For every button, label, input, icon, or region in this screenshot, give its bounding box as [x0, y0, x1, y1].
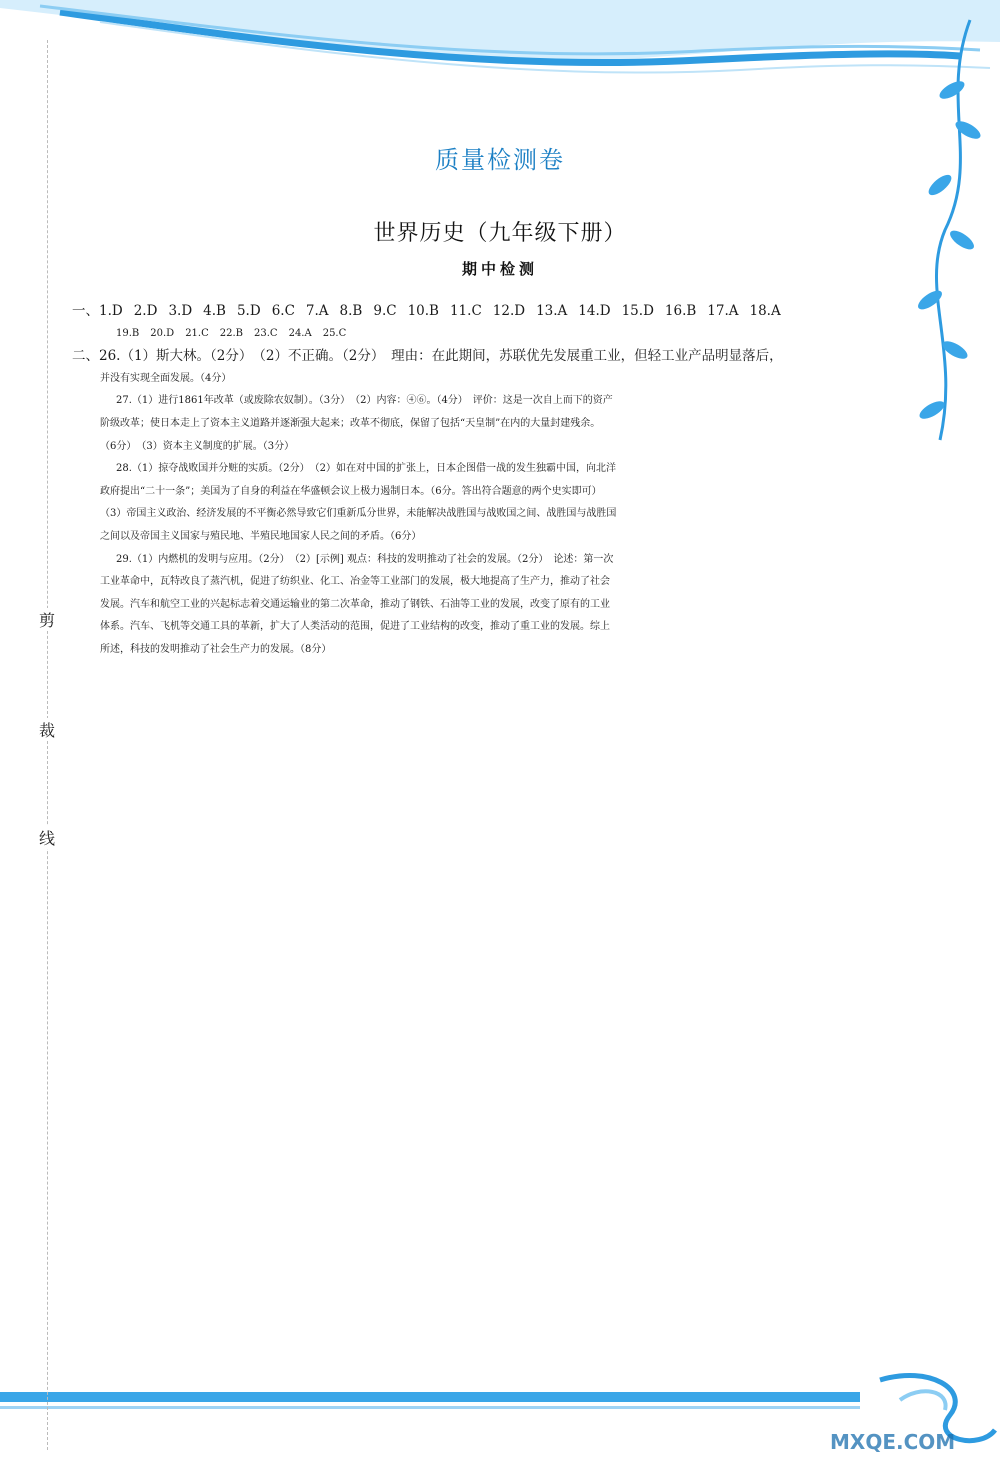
mc-answer: 21.C [185, 327, 209, 339]
q28-text: 之间以及帝国主义国家与殖民地、半殖民地国家人民之间的矛盾。（6分） [100, 530, 422, 542]
mc-answer: 14.D [578, 303, 611, 319]
mc-answer: 25.C [322, 327, 347, 339]
mc-answer: 15.D [621, 303, 654, 319]
cut-mark-2: 裁 [36, 718, 58, 741]
q28-line4 [86, 526, 908, 549]
mc-answer: 13.A [536, 303, 568, 319]
q28-text: 政府提出“二十一条”；美国为了自身的利益在华盛顿会议上极力遏制日本。（6分。答出符合题意的两个史实即可） [100, 485, 602, 497]
answer-content [72, 300, 908, 662]
mc-answer: 11.C [449, 303, 482, 319]
section-title: 质量检测卷 [435, 146, 565, 174]
mc-answer: 18.A [749, 303, 781, 319]
mc-answer: 5.D [236, 303, 261, 319]
mc-answer: 3.D [168, 303, 193, 319]
mc-answer: 20.D [150, 327, 175, 339]
q29-line4 [86, 616, 908, 639]
q29-text: 工业革命中，瓦特改良了蒸汽机，促进了纺织业、化工、冶金等工业部门的发展，极大地提高了生产力，推动了社会 [100, 576, 610, 588]
mc-answer: 17.A [707, 303, 739, 319]
q26-line1 [72, 345, 908, 368]
q27-line1 [86, 390, 908, 413]
mc-answer: 8.B [339, 303, 363, 319]
q27-text: 27.（1）进行1861年改革（或废除农奴制）。（3分） （2）内容：④⑥。（4分） 评价：这是一次自上而下的资产 [116, 395, 613, 407]
q29-line1 [86, 549, 908, 572]
top-wave-decoration [0, 0, 1000, 120]
mc-answer: 16.B [664, 303, 697, 319]
cut-line [47, 40, 48, 1450]
part2-label: 二、 [72, 348, 99, 365]
mc-answer: 9.C [373, 303, 397, 319]
mc-answer: 10.B [407, 303, 439, 319]
q29-text: 发展。汽车和航空工业的兴起标志着交通运输业的第二次革命，推动了钢铁、石油等工业的发展，改变了原有的工业 [100, 598, 610, 610]
q29-text: 体系。汽车、飞机等交通工具的革新，扩大了人类活动的范围，促进了工业结构的改变，推动了重工业的发展。综上 [100, 621, 610, 633]
q28-line1 [86, 458, 908, 481]
q27-text: （6分） （3）资本主义制度的扩展。（3分） [100, 440, 295, 452]
part1-label: 一、 [72, 303, 99, 319]
q29-text: 所述，科技的发明推动了社会生产力的发展。（8分） [100, 643, 332, 655]
mc-answer: 19.B [116, 327, 140, 339]
q28-line2 [86, 481, 908, 504]
mc-answer: 4.B [203, 303, 226, 319]
q29-line2 [86, 571, 908, 594]
mc-answer: 7.A [305, 303, 329, 319]
mc-answer: 23.C [254, 327, 278, 339]
q28-line3 [86, 503, 908, 526]
mc-answer: 6.C [271, 303, 295, 319]
q29-text: 29.（1）内燃机的发明与应用。（2分） （2）[示例] 观点：科技的发明推动了社会的发展。（2分） 论述：第一次 [116, 553, 614, 565]
q26-text: 26.（1）斯大林。（2分） （2）不正确。（2分） 理由：在此期间，苏联优先发展重工业，但轻工业产品明显落后， [99, 348, 783, 365]
cut-mark-1: 剪 [36, 608, 58, 631]
q27-text: 阶级改革；使日本走上了资本主义道路并逐渐强大起来；改革不彻底，保留了包括“天皇制”在内的大量封建残余。 [100, 417, 601, 429]
q27-line3 [86, 436, 908, 459]
mc-answer: 12.D [492, 303, 526, 319]
part1-row2 [86, 323, 908, 346]
part1-row1 [72, 300, 908, 323]
exam-title: 期中检测 [461, 260, 538, 278]
mc-answer: 1.D [99, 303, 123, 319]
q28-text: 28.（1）掠夺战败国并分赃的实质。（2分） （2）如在对中国的扩张上，日本企图借一战的发生独霸中国，向北洋 [116, 463, 616, 475]
cut-mark-3: 线 [36, 826, 58, 849]
mc-answer: 22.B [219, 327, 244, 339]
book-title: 世界历史（九年级下册） [373, 221, 627, 246]
q29-line3 [86, 594, 908, 617]
q26-text: 并没有实现全面发展。（4分） [100, 372, 232, 384]
watermark-text: MXQE.COM [830, 1430, 956, 1454]
mc-answer: 2.D [133, 303, 158, 319]
q27-line2 [86, 413, 908, 436]
watermark-logo [800, 1400, 1000, 1459]
q29-line5 [86, 639, 908, 662]
q28-text: （3）帝国主义政治、经济发展的不平衡必然导致它们重新瓜分世界，未能解决战胜国与战败国之间、战胜国与战胜国 [100, 508, 617, 520]
q26-line2 [86, 368, 908, 391]
mc-answer: 24.A [288, 327, 312, 339]
